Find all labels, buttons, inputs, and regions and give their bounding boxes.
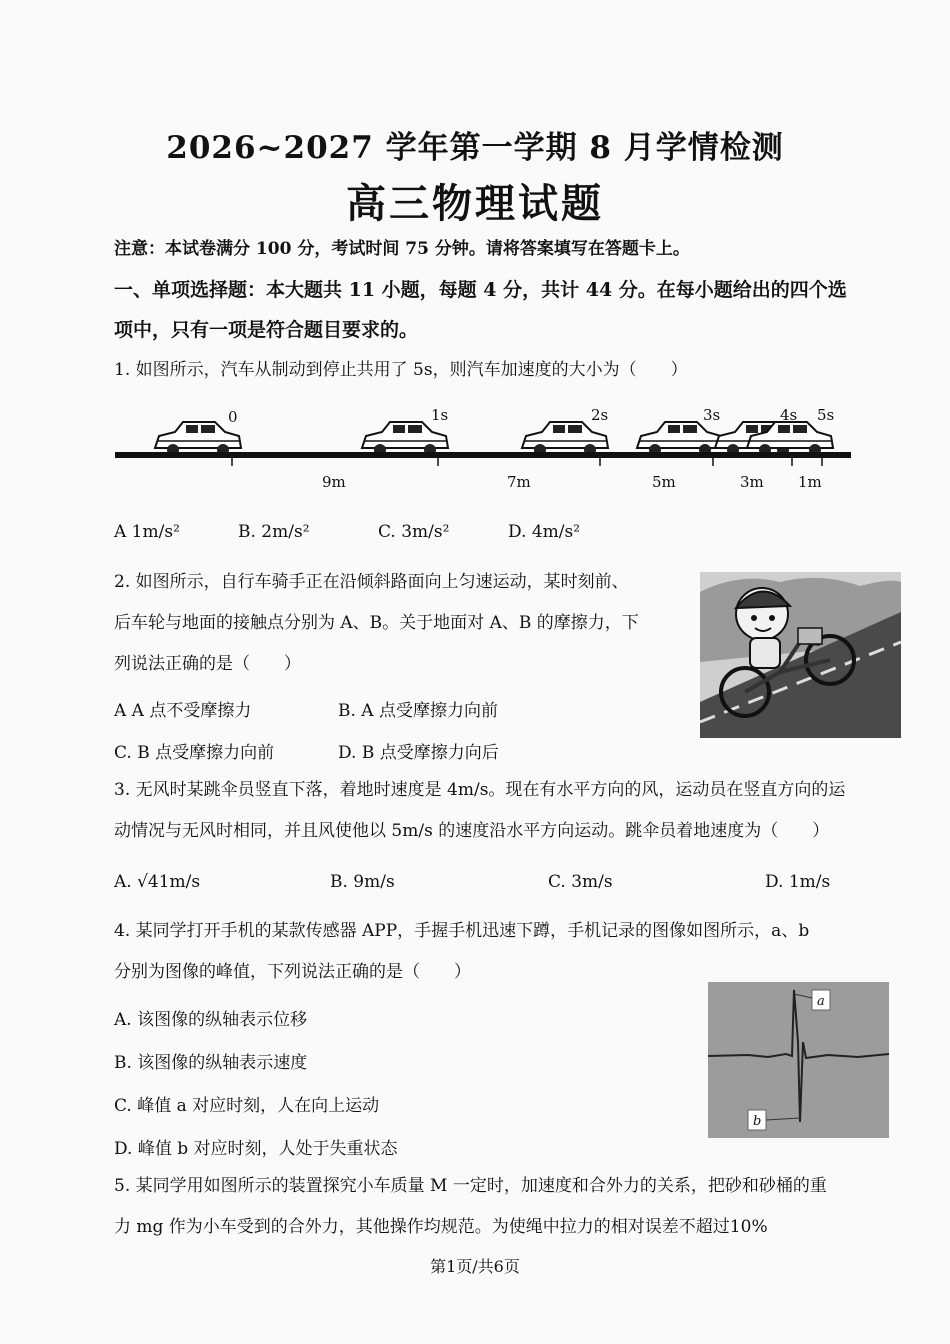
section-heading-line1: 一、单项选择题：本大题共 11 小题，每题 4 分，共计 44 分。在每小题给出的四个选 — [114, 279, 847, 301]
q4-stem-line2: 分别为图像的峰值，下列说法正确的是（ ） — [114, 962, 471, 982]
q1-car-figure — [115, 400, 860, 500]
q3-stem-line2: 动情况与无风时相同，并且风使他以 5m/s 的速度沿水平方向运动。跳伞员着地速度为（ ） — [114, 821, 830, 841]
road-line — [115, 452, 851, 458]
time-label-2: 2s — [591, 406, 609, 424]
time-label-3: 3s — [703, 406, 721, 424]
q2-cyclist-figure — [700, 572, 901, 738]
q2-option-d: D. B 点受摩擦力向后 — [338, 743, 499, 763]
q4-stem-line1: 4. 某同学打开手机的某款传感器 APP，手握手机迅速下蹲，手机记录的图像如图所示，a、b — [114, 921, 810, 941]
q4-option-c: C. 峰值 a 对应时刻，人在向上运动 — [114, 1096, 380, 1116]
q4-option-b: B. 该图像的纵轴表示速度 — [114, 1053, 308, 1073]
q4-sensor-graph-figure — [708, 982, 889, 1138]
q2-stem-line1: 2. 如图所示，自行车骑手正在沿倾斜路面向上匀速运动，某时刻前、 — [114, 572, 629, 592]
q2-stem-line2: 后车轮与地面的接触点分别为 A、B。关于地面对 A、B 的摩擦力，下 — [114, 613, 639, 633]
q3-option-c: C. 3m/s — [548, 872, 613, 892]
q4-option-a: A. 该图像的纵轴表示位移 — [114, 1010, 308, 1030]
exam-notice: 注意：本试卷满分 100 分，考试时间 75 分钟。请将答案填写在答题卡上。 — [114, 239, 690, 259]
car-t2-icon — [522, 422, 608, 456]
page-footer: 第1页/共6页 — [430, 1257, 520, 1276]
q2-option-c: C. B 点受摩擦力向前 — [114, 743, 275, 763]
distance-label-4: 3m — [740, 473, 764, 491]
q3-option-d: D. 1m/s — [765, 872, 831, 892]
section-heading — [114, 270, 904, 350]
distance-label-1: 9m — [322, 473, 346, 491]
time-label-1: 1s — [431, 406, 449, 424]
q1-option-d: D. 4m/s² — [508, 522, 581, 542]
q5-stem-line1: 5. 某同学用如图所示的装置探究小车质量 M 一定时，加速度和合外力的关系，把砂和砂桶的重 — [114, 1176, 827, 1196]
q3-option-a: A. √41m/s — [114, 872, 201, 892]
q1-option-a: A 1m/s² — [114, 522, 180, 542]
q2-option-a: A A 点不受摩擦力 — [114, 701, 252, 721]
car-t0-icon — [155, 422, 241, 456]
q3-stem-line1: 3. 无风时某跳伞员竖直下落，着地时速度是 4m/s。现在有水平方向的风，运动员在竖直方向的运 — [114, 780, 846, 800]
q2-stem-line3: 列说法正确的是（ ） — [114, 654, 301, 674]
peak-b-label: b — [753, 1114, 762, 1129]
distance-label-3: 5m — [652, 473, 676, 491]
time-label-5: 5s — [817, 406, 835, 424]
q1-option-b: B. 2m/s² — [238, 522, 310, 542]
exam-subtitle: 高三物理试题 — [346, 180, 604, 227]
car-t3-icon — [637, 422, 723, 456]
distance-label-5: 1m — [798, 473, 822, 491]
time-label-0: 0 — [228, 408, 238, 426]
rider-body-icon — [750, 638, 780, 668]
q1-stem: 1. 如图所示，汽车从制动到停止共用了 5s，则汽车加速度的大小为（ ） — [114, 360, 688, 380]
basket-icon — [798, 628, 822, 644]
distance-label-2: 7m — [507, 473, 531, 491]
car-t1-icon — [362, 422, 448, 456]
time-label-4: 4s — [780, 406, 798, 424]
peak-a-label: a — [817, 994, 825, 1009]
q5-stem-line2: 力 mg 作为小车受到的合外力，其他操作均规范。为使绳中拉力的相对误差不超过10% — [114, 1217, 768, 1237]
q2-option-b: B. A 点受摩擦力向前 — [338, 701, 498, 721]
exam-title: 2026~2027 学年第一学期 8 月学情检测 — [166, 130, 784, 166]
q4-option-d: D. 峰值 b 对应时刻，人处于失重状态 — [114, 1139, 398, 1159]
q1-option-c: C. 3m/s² — [378, 522, 450, 542]
section-heading-line2: 项中，只有一项是符合题目要求的。 — [114, 319, 419, 341]
q3-option-b: B. 9m/s — [330, 872, 395, 892]
